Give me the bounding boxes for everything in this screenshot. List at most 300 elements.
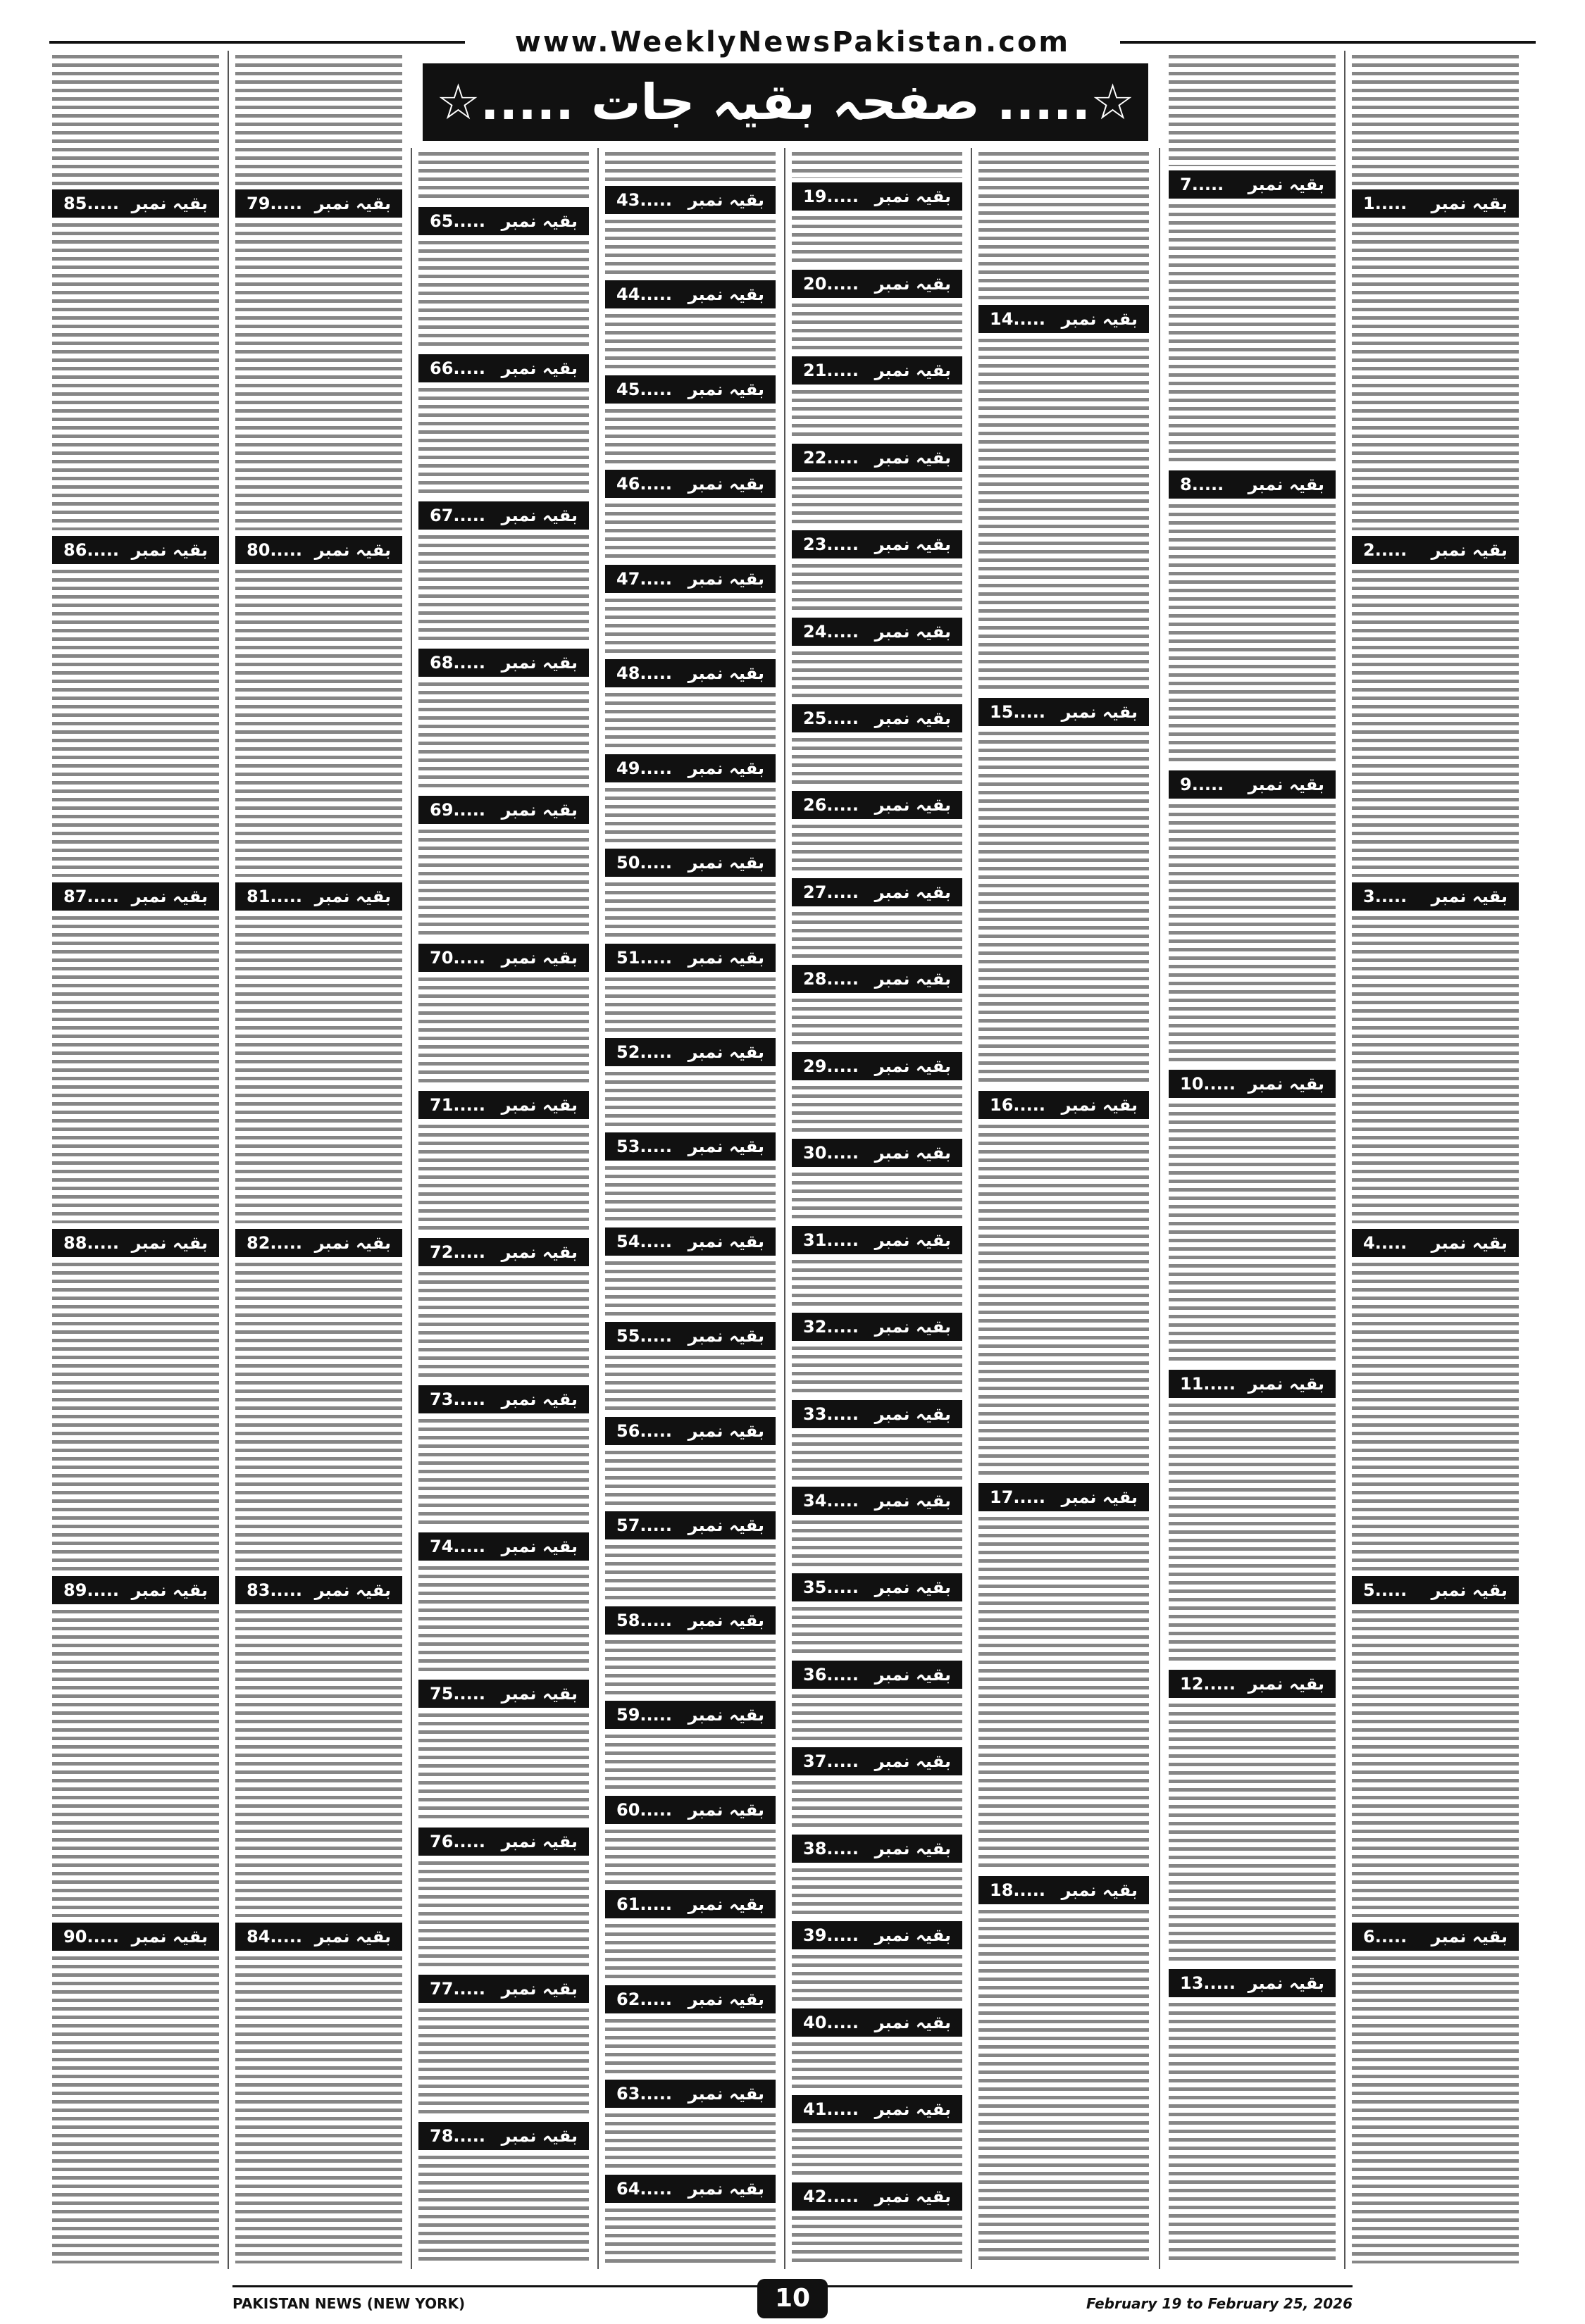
remainder-marker	[792, 2008, 962, 2037]
marker-label: بقیہ نمبر	[1431, 1233, 1508, 1254]
column-4	[789, 148, 965, 2269]
article-text	[1352, 570, 1519, 877]
marker-label: بقیہ نمبر	[874, 2186, 951, 2206]
marker-label: بقیہ نمبر	[688, 285, 764, 305]
marker-label: بقیہ نمبر	[688, 1137, 764, 1157]
masthead-rule-right	[1120, 41, 1536, 44]
marker-label: بقیہ نمبر	[688, 474, 764, 494]
article-text	[52, 1956, 219, 2263]
marker-number: 81.....	[247, 887, 302, 907]
marker-number: 17.....	[990, 1487, 1045, 1508]
article-text	[1352, 223, 1519, 530]
marker-number: 52.....	[616, 1042, 672, 1062]
marker-number: 25.....	[803, 708, 859, 729]
column-divider	[597, 148, 599, 2269]
article-text	[792, 1868, 962, 1916]
column-divider	[411, 148, 412, 2269]
remainder-marker	[1169, 770, 1336, 799]
marker-label: بقیہ نمبر	[688, 1610, 764, 1630]
marker-number: 13.....	[1180, 1973, 1236, 1994]
remainder-marker	[418, 1238, 589, 1266]
article-text	[605, 1072, 776, 1127]
marker-label: بقیہ نمبر	[688, 1420, 764, 1441]
remainder-marker	[235, 189, 402, 218]
article-text	[418, 535, 589, 643]
article-text	[792, 1434, 962, 1481]
marker-label: بقیہ نمبر	[874, 1230, 951, 1250]
marker-label: بقیہ نمبر	[501, 800, 578, 820]
article-text	[605, 314, 776, 369]
remainder-marker	[418, 796, 589, 824]
marker-number: 12.....	[1180, 1673, 1236, 1694]
marker-label: بقیہ نمبر	[688, 1516, 764, 1536]
article-text	[792, 477, 962, 525]
marker-number: 64.....	[616, 2178, 672, 2199]
page-title: ☆..... صفحہ بقیہ جات .....☆	[423, 63, 1148, 141]
remainder-marker	[235, 1229, 402, 1257]
article-text	[605, 599, 776, 654]
remainder-marker	[792, 965, 962, 993]
remainder-marker	[605, 2175, 776, 2203]
marker-number: 9.....	[1180, 774, 1224, 794]
article-text	[52, 916, 219, 1223]
marker-number: 27.....	[803, 882, 859, 902]
remainder-marker	[792, 182, 962, 211]
marker-number: 83.....	[247, 1580, 302, 1600]
marker-label: بقیہ نمبر	[131, 193, 208, 213]
marker-number: 78.....	[430, 2125, 485, 2146]
marker-label: بقیہ نمبر	[1061, 1094, 1138, 1115]
remainder-marker	[792, 1661, 962, 1689]
marker-label: بقیہ نمبر	[874, 535, 951, 555]
marker-label: بقیہ نمبر	[874, 187, 951, 207]
article-text	[605, 409, 776, 464]
marker-number: 66.....	[430, 358, 485, 378]
article-text	[605, 2209, 776, 2263]
article-text	[792, 999, 962, 1046]
article-text	[605, 977, 776, 1032]
marker-label: بقیہ نمبر	[688, 1799, 764, 1820]
remainder-marker	[978, 1091, 1149, 1119]
marker-label: بقیہ نمبر	[874, 1578, 951, 1598]
marker-label: بقیہ نمبر	[874, 708, 951, 729]
remainder-marker	[605, 1606, 776, 1635]
remainder-marker	[52, 189, 219, 218]
article-text	[235, 1263, 402, 1570]
remainder-marker	[418, 944, 589, 972]
marker-number: 23.....	[803, 535, 859, 555]
marker-number: 38.....	[803, 1838, 859, 1858]
article-text	[418, 977, 589, 1085]
remainder-marker	[792, 2095, 962, 2123]
remainder-marker	[792, 270, 962, 298]
article-text	[418, 388, 589, 496]
article-text	[1169, 504, 1336, 765]
column-3	[976, 148, 1152, 2269]
marker-number: 19.....	[803, 187, 859, 207]
remainder-marker	[605, 1511, 776, 1539]
marker-number: 8.....	[1180, 474, 1224, 494]
article-text	[1169, 1404, 1336, 1664]
marker-label: بقیہ نمبر	[1248, 175, 1324, 195]
article-text	[792, 2129, 962, 2176]
marker-label: بقیہ نمبر	[1061, 701, 1138, 722]
marker-label: بقیہ نمبر	[874, 969, 951, 989]
marker-number: 21.....	[803, 361, 859, 381]
marker-number: 67.....	[430, 506, 485, 525]
marker-label: بقیہ نمبر	[874, 1404, 951, 1424]
marker-number: 73.....	[430, 1389, 485, 1409]
article-text	[418, 830, 589, 937]
marker-label: بقیہ نمبر	[501, 506, 578, 525]
marker-label: بقیہ نمبر	[688, 568, 764, 589]
marker-number: 35.....	[803, 1578, 859, 1598]
marker-label: بقیہ نمبر	[501, 1831, 578, 1851]
remainder-marker	[418, 207, 589, 235]
article-text	[235, 55, 402, 185]
remainder-marker	[792, 530, 962, 558]
marker-label: بقیہ نمبر	[1431, 1926, 1508, 1947]
remainder-marker	[1169, 470, 1336, 499]
article-text	[418, 1419, 589, 1527]
marker-label: بقیہ نمبر	[501, 1242, 578, 1262]
article-text	[792, 152, 962, 178]
marker-label: بقیہ نمبر	[1248, 474, 1324, 494]
remainder-marker	[418, 1385, 589, 1413]
remainder-marker	[792, 444, 962, 472]
remainder-marker	[605, 470, 776, 498]
article-text	[792, 1260, 962, 1307]
remainder-marker	[1352, 189, 1519, 218]
marker-number: 80.....	[247, 540, 302, 561]
article-text	[792, 1607, 962, 1654]
marker-number: 18.....	[990, 1880, 1045, 1901]
remainder-marker	[605, 659, 776, 687]
marker-number: 22.....	[803, 447, 859, 468]
marker-number: 48.....	[616, 663, 672, 684]
remainder-marker	[1352, 882, 1519, 911]
column-5	[602, 148, 778, 2269]
remainder-marker	[418, 501, 589, 530]
article-text	[418, 682, 589, 790]
remainder-marker	[605, 186, 776, 214]
article-text	[792, 651, 962, 699]
remainder-marker	[1169, 1070, 1336, 1098]
marker-number: 16.....	[990, 1094, 1045, 1115]
marker-number: 11.....	[1180, 1373, 1236, 1394]
remainder-marker	[978, 1483, 1149, 1511]
marker-label: بقیہ نمبر	[688, 663, 764, 684]
marker-number: 56.....	[616, 1420, 672, 1441]
remainder-marker	[605, 2080, 776, 2108]
article-text	[52, 1610, 219, 1917]
marker-number: 89.....	[63, 1580, 119, 1600]
article-text	[52, 1263, 219, 1570]
marker-number: 33.....	[803, 1404, 859, 1424]
remainder-marker	[1169, 170, 1336, 199]
marker-label: بقیہ نمبر	[874, 2012, 951, 2032]
remainder-marker	[792, 1313, 962, 1341]
article-text	[978, 1910, 1149, 2263]
marker-number: 4.....	[1363, 1233, 1407, 1254]
article-text	[605, 2113, 776, 2168]
remainder-marker	[605, 1227, 776, 1256]
remainder-marker	[792, 1226, 962, 1254]
article-text	[605, 1451, 776, 1506]
marker-number: 15.....	[990, 701, 1045, 722]
marker-number: 74.....	[430, 1537, 485, 1557]
marker-label: بقیہ نمبر	[1061, 1880, 1138, 1901]
article-text	[792, 1347, 962, 1394]
marker-number: 28.....	[803, 969, 859, 989]
article-text	[792, 1173, 962, 1220]
marker-label: بقیہ نمبر	[874, 1751, 951, 1772]
article-text	[1352, 1610, 1519, 1917]
marker-number: 24.....	[803, 621, 859, 642]
marker-label: بقیہ نمبر	[874, 273, 951, 294]
remainder-marker	[792, 1835, 962, 1863]
remainder-marker	[605, 754, 776, 782]
marker-label: بقیہ نمبر	[501, 358, 578, 378]
article-text	[792, 304, 962, 351]
column-8	[49, 51, 222, 2269]
article-text	[978, 1517, 1149, 1870]
remainder-marker	[52, 1923, 219, 1951]
remainder-marker	[605, 565, 776, 593]
marker-label: بقیہ نمبر	[314, 540, 391, 561]
article-text	[418, 1713, 589, 1821]
marker-label: بقیہ نمبر	[501, 1537, 578, 1557]
remainder-marker	[52, 1576, 219, 1604]
article-text	[1169, 55, 1336, 166]
marker-label: بقیہ نمبر	[874, 795, 951, 816]
article-text	[792, 738, 962, 785]
marker-number: 59.....	[616, 1705, 672, 1725]
remainder-marker	[605, 1417, 776, 1445]
column-6	[416, 148, 592, 2269]
article-text	[792, 1955, 962, 2002]
marker-number: 72.....	[430, 1242, 485, 1262]
remainder-marker	[792, 1573, 962, 1601]
remainder-marker	[605, 944, 776, 972]
marker-label: بقیہ نمبر	[501, 2125, 578, 2146]
article-text	[235, 916, 402, 1223]
marker-number: 40.....	[803, 2012, 859, 2032]
masthead-rule-left	[49, 41, 465, 44]
remainder-marker	[978, 305, 1149, 333]
remainder-marker	[978, 1876, 1149, 1904]
marker-number: 87.....	[63, 887, 119, 907]
remainder-marker	[605, 849, 776, 877]
marker-number: 51.....	[616, 947, 672, 968]
marker-number: 70.....	[430, 947, 485, 968]
footer-publication: PAKISTAN NEWS (NEW YORK)	[232, 2295, 466, 2312]
marker-number: 76.....	[430, 1831, 485, 1851]
marker-label: بقیہ نمبر	[1248, 1074, 1324, 1094]
article-text	[52, 570, 219, 877]
remainder-marker	[792, 1400, 962, 1428]
marker-label: بقیہ نمبر	[1061, 309, 1138, 330]
footer-dates: February 19 to February 25, 2026	[1086, 2295, 1353, 2312]
column-2	[1166, 51, 1338, 2269]
remainder-marker	[418, 1975, 589, 2003]
marker-label: بقیہ نمبر	[131, 1926, 208, 1947]
marker-label: بقیہ نمبر	[874, 2099, 951, 2120]
marker-label: بقیہ نمبر	[874, 447, 951, 468]
remainder-marker	[1169, 1370, 1336, 1398]
marker-number: 46.....	[616, 474, 672, 494]
marker-label: بقیہ نمبر	[688, 1989, 764, 2009]
remainder-marker	[792, 1139, 962, 1167]
article-text	[418, 2156, 589, 2263]
remainder-marker	[1352, 536, 1519, 564]
article-text	[235, 570, 402, 877]
article-text	[605, 1640, 776, 1695]
remainder-marker	[418, 1091, 589, 1119]
marker-label: بقیہ نمبر	[874, 1664, 951, 1685]
article-text	[1169, 2003, 1336, 2263]
marker-label: بقیہ نمبر	[501, 1094, 578, 1115]
marker-label: بقیہ نمبر	[874, 621, 951, 642]
remainder-marker	[792, 791, 962, 819]
marker-label: بقیہ نمبر	[874, 1491, 951, 1511]
marker-number: 2.....	[1363, 540, 1407, 561]
article-text	[605, 693, 776, 748]
marker-label: بقیہ نمبر	[688, 1231, 764, 1251]
marker-number: 36.....	[803, 1664, 859, 1685]
column-divider	[1344, 51, 1345, 2269]
site-url[interactable]: www.WeeklyNewsPakistan.com	[514, 26, 1071, 58]
article-text	[1169, 204, 1336, 465]
article-text	[418, 1272, 589, 1380]
column-7	[232, 51, 405, 2269]
remainder-marker	[418, 1828, 589, 1856]
article-text	[1352, 1956, 1519, 2263]
article-text	[235, 223, 402, 530]
marker-number: 63.....	[616, 2084, 672, 2104]
remainder-marker	[418, 649, 589, 677]
remainder-marker	[605, 1701, 776, 1729]
marker-number: 41.....	[803, 2099, 859, 2120]
remainder-marker	[792, 1921, 962, 1949]
marker-number: 88.....	[63, 1233, 119, 1254]
remainder-marker	[1352, 1576, 1519, 1604]
marker-number: 57.....	[616, 1516, 672, 1536]
article-text	[1169, 804, 1336, 1065]
article-text	[605, 788, 776, 843]
article-text	[978, 152, 1149, 301]
remainder-marker	[1352, 1229, 1519, 1257]
remainder-marker	[235, 1923, 402, 1951]
marker-number: 84.....	[247, 1926, 302, 1947]
marker-number: 6.....	[1363, 1926, 1407, 1947]
marker-number: 60.....	[616, 1799, 672, 1820]
marker-label: بقیہ نمبر	[874, 882, 951, 902]
article-text	[792, 1781, 962, 1828]
article-text	[792, 564, 962, 611]
marker-number: 82.....	[247, 1233, 302, 1254]
marker-number: 1.....	[1363, 193, 1407, 213]
marker-label: بقیہ نمبر	[1248, 1373, 1324, 1394]
remainder-marker	[792, 1747, 962, 1775]
remainder-marker	[235, 1576, 402, 1604]
marker-number: 7.....	[1180, 175, 1224, 195]
article-text	[792, 1694, 962, 1742]
article-text	[605, 1924, 776, 1979]
marker-number: 65.....	[430, 211, 485, 231]
marker-label: بقیہ نمبر	[1248, 774, 1324, 794]
marker-label: بقیہ نمبر	[688, 1042, 764, 1062]
remainder-marker	[605, 280, 776, 308]
remainder-marker	[235, 882, 402, 911]
marker-number: 10.....	[1180, 1074, 1236, 1094]
marker-label: بقیہ نمبر	[874, 1317, 951, 1337]
remainder-marker	[52, 882, 219, 911]
column-1	[1349, 51, 1522, 2269]
article-text	[235, 1610, 402, 1917]
marker-number: 14.....	[990, 309, 1045, 330]
marker-label: بقیہ نمبر	[688, 1705, 764, 1725]
remainder-marker	[605, 1322, 776, 1350]
article-text	[1169, 1704, 1336, 1964]
article-text	[792, 1520, 962, 1568]
marker-label: بقیہ نمبر	[874, 1056, 951, 1076]
marker-number: 61.....	[616, 1894, 672, 1915]
marker-number: 54.....	[616, 1231, 672, 1251]
article-text	[418, 1861, 589, 1969]
article-text	[792, 912, 962, 959]
marker-number: 5.....	[1363, 1580, 1407, 1600]
remainder-marker	[605, 1132, 776, 1161]
marker-label: بقیہ نمبر	[688, 379, 764, 399]
remainder-marker	[605, 1038, 776, 1066]
marker-label: بقیہ نمبر	[688, 2178, 764, 2199]
remainder-marker	[605, 1796, 776, 1824]
marker-label: بقیہ نمبر	[501, 653, 578, 673]
marker-number: 85.....	[63, 193, 119, 213]
marker-label: بقیہ نمبر	[314, 1580, 391, 1600]
remainder-marker	[792, 2182, 962, 2211]
article-text	[605, 882, 776, 937]
marker-number: 42.....	[803, 2186, 859, 2206]
marker-number: 43.....	[616, 189, 672, 210]
marker-number: 20.....	[803, 273, 859, 294]
column-divider	[971, 148, 972, 2269]
marker-number: 44.....	[616, 285, 672, 305]
article-text	[1352, 55, 1519, 185]
marker-number: 86.....	[63, 540, 119, 561]
article-text	[605, 504, 776, 558]
marker-number: 69.....	[430, 800, 485, 820]
marker-number: 34.....	[803, 1491, 859, 1511]
marker-label: بقیہ نمبر	[1431, 1580, 1508, 1600]
marker-label: بقیہ نمبر	[131, 540, 208, 561]
remainder-marker	[52, 1229, 219, 1257]
marker-number: 79.....	[247, 193, 302, 213]
remainder-marker	[605, 1985, 776, 2013]
remainder-marker	[605, 375, 776, 404]
remainder-marker	[418, 1680, 589, 1708]
remainder-marker	[792, 704, 962, 732]
marker-label: بقیہ نمبر	[501, 947, 578, 968]
marker-number: 71.....	[430, 1094, 485, 1115]
marker-number: 30.....	[803, 1143, 859, 1163]
marker-number: 26.....	[803, 795, 859, 816]
remainder-marker	[235, 536, 402, 564]
column-divider	[784, 148, 785, 2269]
remainder-marker	[792, 356, 962, 385]
marker-label: بقیہ نمبر	[501, 1978, 578, 1999]
